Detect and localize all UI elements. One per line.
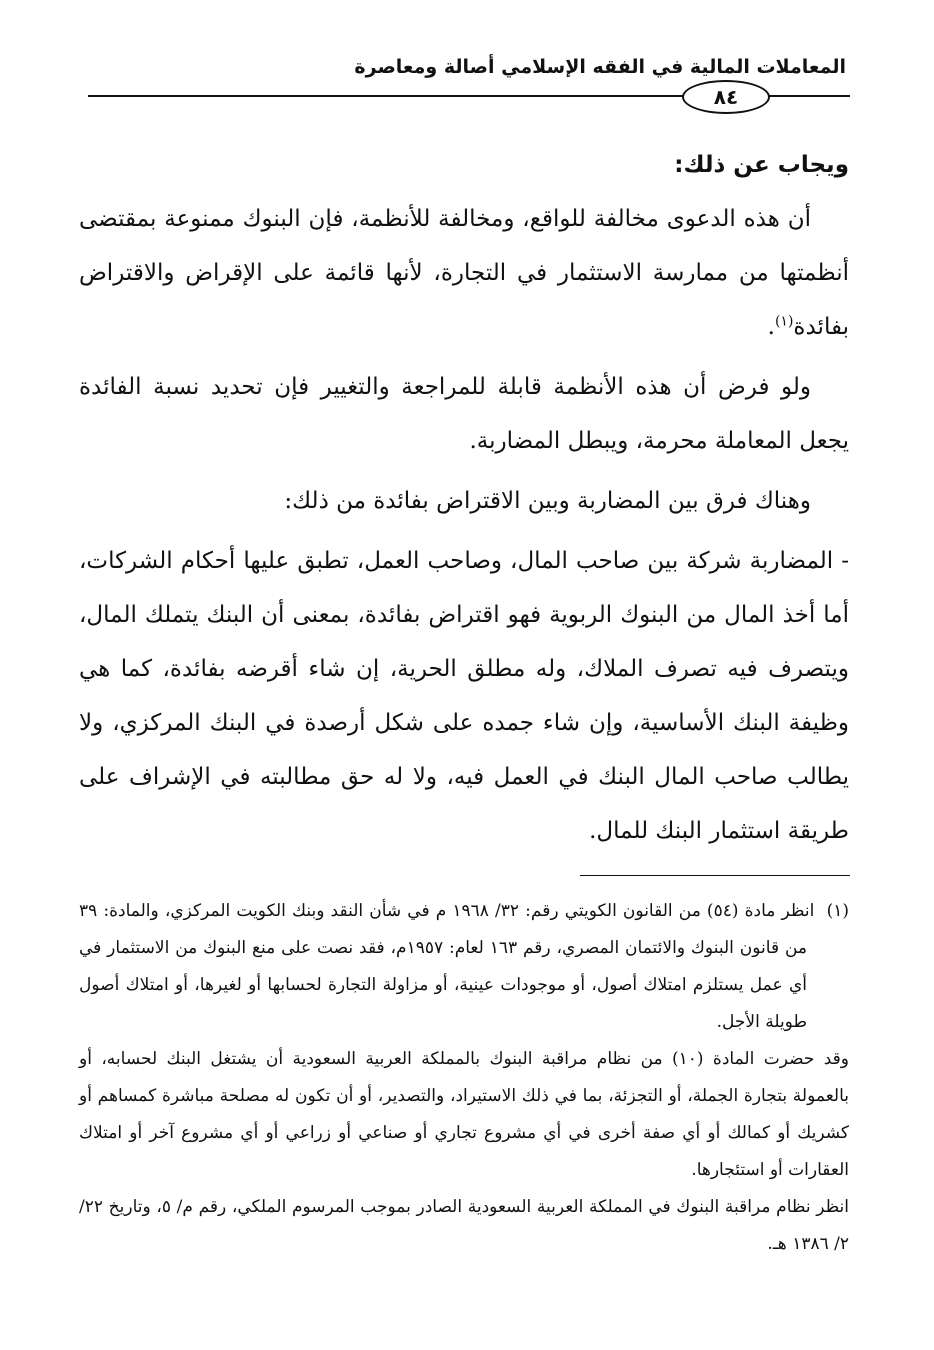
- paragraph-3: وهناك فرق بين المضاربة وبين الاقتراض بفائدة من ذلك:: [284, 488, 811, 514]
- main-text: [79, 138, 849, 858]
- paragraph-1-text: أن هذه الدعوى مخالفة للواقع، ومخالفة للأنظمة، فإن البنوك ممنوعة بمقتضى أنظمتها من ممارسة الاستثمار في التجارة، لأنها قائمة على الإقراض والاقتراض بفائدة: [79, 206, 849, 340]
- running-title: المعاملات المالية في الفقه الإسلامي أصالة ومعاصرة: [354, 56, 846, 78]
- footnote-1-marker: (١): [826, 901, 849, 921]
- page-number: ٨٤: [682, 80, 770, 114]
- section-heading: ويجاب عن ذلك:: [674, 152, 849, 178]
- footnotes: [79, 893, 849, 1263]
- paragraph-1-end: .: [767, 314, 775, 340]
- footnote-1-paragraph-3: انظر نظام مراقبة البنوك في المملكة العربية السعودية الصادر بموجب المرسوم الملكي، رقم م/ ٥، وتاريخ ٢٢/ ٢/ ١٣٨٦ هـ.: [79, 1197, 849, 1254]
- paragraph-2: ولو فرض أن هذه الأنظمة قابلة للمراجعة والتغيير فإن تحديد نسبة الفائدة يجعل المعاملة محرمة، ويبطل المضاربة.: [79, 374, 849, 454]
- footnote-reference[interactable]: (١): [774, 313, 794, 330]
- paragraph-4: - المضاربة شركة بين صاحب المال، وصاحب العمل، تطبق عليها أحكام الشركات، أما أخذ المال من البنوك الربوية فهو اقتراض بفائدة، بمعنى أن البنك يتملك المال، ويتصرف فيه تصرف الملاك، وله مطلق الحرية، إن شاء أقرضه بفائدة، كما هي وظيفة البنك الأساسية، وإن شاء جمده على شكل أرصدة في البنك المركزي، ولا يطالب صاحب المال البنك في العمل فيه، ولا له حق مطالبته في الإشراف على طريقة استثمار البنك للمال.: [79, 548, 849, 844]
- footnote-1: [79, 893, 849, 1041]
- paragraph-1: [79, 192, 849, 354]
- footnote-1-paragraph-2: وقد حضرت المادة (١٠) من نظام مراقبة البنوك بالمملكة العربية السعودية أن يشتغل البنك لحسابه، أو بالعمولة بتجارة الجملة، أو التجزئة، بما في ذلك الاستيراد، والتصدير، أو أن تكون له مصلحة مباشرة كمساهم أو كشريك أو كمالك أو أي صفة أخرى في أي مشروع تجاري أو صناعي أو زراعي أو أي مشروع آخر أو امتلاك العقارات أو استئجارها.: [79, 1049, 849, 1180]
- footnote-1-text: انظر مادة (٥٤) من القانون الكويتي رقم: ٣٢/ ١٩٦٨ م في شأن النقد وبنك الكويت المركزي، والمادة: ٣٩ من قانون البنوك والائتمان المصري، رقم ١٦٣ لعام: ١٩٥٧م، فقد نصت على منع البنوك من الاستثمار في أي عمل يستلزم امتلاك أصول، أو موجودات عينية، أو مزاولة التجارة لحسابها أو لغيرها، أو امتلاك أصول طويلة الأجل.: [79, 901, 815, 1032]
- footnote-rule: [580, 875, 850, 876]
